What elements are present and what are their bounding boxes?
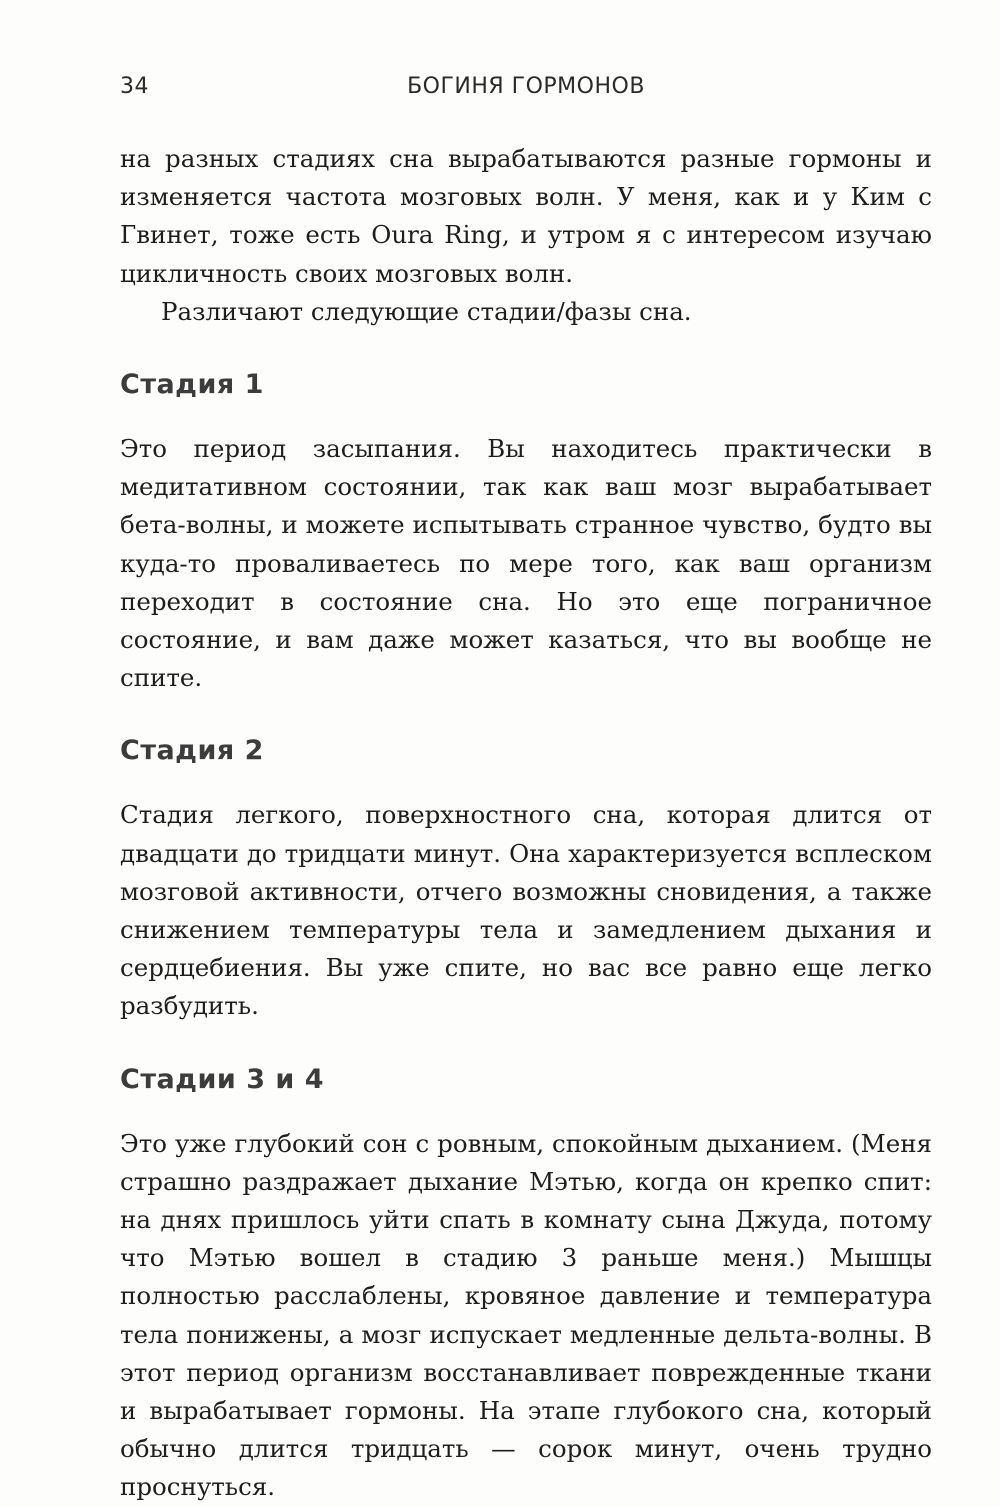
section-text-stage-1: Это период засыпания. Вы находитесь практически в медитативном состоянии, так как ваш мозг вырабатывает бета-волны, и можете испытывать странное чувство, будто вы куда-то проваливаетесь по мере того, как ваш организм переходит в состояние сна. Но это еще пограничное состояние, и вам даже может казаться, что вы вообще не спите.: [120, 434, 932, 693]
section-text-stages-3-4: Это уже глубокий сон с ровным, спокойным дыханием. (Меня страшно раздражает дыхание Мэтью, когда он крепко спит: на днях пришлось уйти спать в комнату сына Джуда, потому что Мэтью вошел в стадию 3 раньше меня.) Мышцы полностью расслаблены, кровяное давление и температура тела понижены, а мозг испускает медленные дельта-волны. В этот период организм восстанавливает поврежденные ткани и вырабатывает гормоны. На этапе глубокого сна, который обычно длится тридцать — сорок минут, очень трудно проснуться.: [120, 1128, 932, 1502]
section-heading-stages-3-4: Стадии 3 и 4: [120, 1063, 325, 1095]
section-heading-stage-1: Стадия 1: [120, 369, 264, 401]
page-number: 34: [120, 74, 149, 99]
running-head: [120, 74, 932, 108]
book-title: БОГИНЯ ГОРМОНОВ: [407, 74, 645, 99]
body-text: [120, 140, 932, 1507]
intro-lead-paragraph: Различают следующие стадии/фазы сна.: [161, 296, 692, 326]
intro-paragraph: на разных стадиях сна вырабатываются разные гормоны и изменяется частота мозговых волн. У меня, как и у Ким с Гвинет, тоже есть Oura Ring, и утром я с интересом изучаю цикличность своих мозговых волн.: [120, 144, 932, 288]
section-text-stage-2: Стадия легкого, поверхностного сна, которая длится от двадцати до тридцати минут. Она характеризуется всплеском мозговой активности, отчего возможны сновидения, а также снижением температуры тела и замедлением дыхания и сердцебиения. Вы уже спите, но вас все равно еще легко разбудить.: [120, 800, 932, 1021]
section-heading-stage-2: Стадия 2: [120, 735, 264, 767]
